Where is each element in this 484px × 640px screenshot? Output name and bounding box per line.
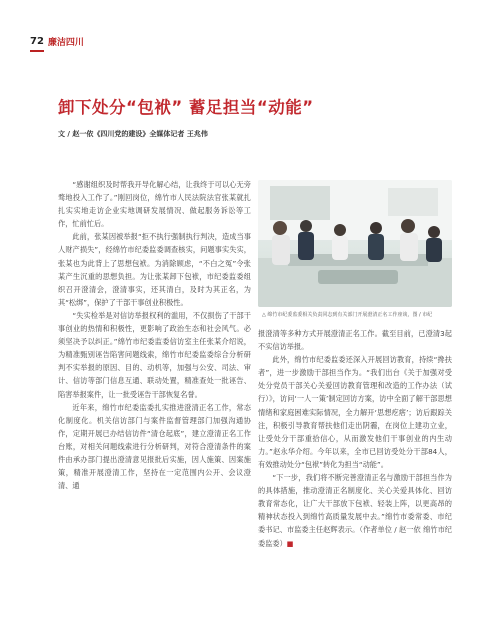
paragraph: 此前，张某因被举报“拒不执行强制执行判决，造成当事人财产损失”，经绵竹市纪委监委调查核实，问题事实失实，张某也为此背上了思想包袱。为消除顾虑，“不白之冤”令张某产生沉重的思想负担。为让张某卸下包袱，市纪委监委组织召开澄清会，澄清事实，还其清白，及时为其正名，为其“松绑”，保护了干部干事创业积极性。 xyxy=(58,232,251,307)
paragraph: “失实检举是对信访举报权利的滥用，不仅损伤了干部干事创业的热情和积极性，更影响了政治生态和社会风气。必须坚决予以纠正。”绵竹市纪委监委信访室主任张某介绍说，为精准甄别诬告陷害问题线索，绵竹市纪委监委综合分析研判不实举报的原因、目的、动机等，加强与公安、司法、审计、信访等部门信息互通、联动处置，精准查处一批诬告、陷害举报案件，让一批受诬告干部恢复名誉。 xyxy=(58,310,251,399)
end-mark: ■ xyxy=(286,538,294,548)
paragraph: 报澄清等多种方式开展澄清正名工作。截至目前，已澄清3起不实信访举报。 xyxy=(258,329,452,352)
left-column xyxy=(58,178,251,618)
header-accent-line xyxy=(30,50,44,52)
paragraph: “感谢组织及时帮我开导化解心结，让我终于可以心无旁骛地投入工作了。”刚回岗位，绵竹市人民法院法官张某就扎扎实实地走访企业实地调研发展情况、做起服务诉讼等工作，忙前忙后。 xyxy=(58,180,251,229)
section-name: 廉洁四川 xyxy=(47,38,84,48)
paragraph: 此外，绵竹市纪委监委还深入开展回访教育，持续“搀扶者”，进一步激励干部担当作为。“我们出台《关于加强对受处分党员干部关心关爱回访教育管理和改造的工作办法（试行）》，访问‘一人一策’制定回访方案，访中全面了解干部思想情绪和家庭困难实际情况，全力解开‘思想疙瘩’；访后跟踪关注，积极引导教育帮扶他们走出阴霾，在岗位上建功立业，让受处分干部重拾信心，从而激发他们干事创业的内生动力。”赵永华介绍。今年以来，全市已回访受处分干部84人，有效推动处分“包袱”转化为担当“动能”。 xyxy=(258,355,452,469)
paragraph xyxy=(258,471,452,550)
paragraph-text: “下一步，我们将不断完善澄清正名与激励干部担当作为的具体措施，推动澄清正名制度化、关心关爱具体化、回访教育常态化，让广大干部放下包袱、轻装上阵，以更高昂的精神状态投入到绵竹高质量发展中去。”绵竹市委常委、市纪委书记、市监委主任赵辉表示。（作者单位 / 赵一依 绵竹市纪委监委） xyxy=(258,473,452,548)
meeting-photo-illustration xyxy=(258,180,452,307)
page-header xyxy=(30,35,84,48)
right-column xyxy=(258,327,452,617)
page-number: 72 xyxy=(30,36,44,47)
meeting-photo xyxy=(258,180,452,307)
article-title: 卸下处分“包袱” 蓄足担当“动能” xyxy=(58,98,314,117)
photo-caption: △ 绵竹市纪委监委相关负责同志到有关部门开展澄清正名工作座谈，图 / 市纪 xyxy=(262,312,433,318)
article-byline: 文 / 赵一依《四川党的建设》全媒体记者 王兆伟 xyxy=(58,130,208,138)
paragraph: 近年来，绵竹市纪委监委扎实推进澄清正名工作，常态化制度化。机关信访部门与案件监督管理部门加强沟通协作，定期开展已办结信访件“清仓起底”，建立澄清正名工作台账，对相关问题线索进行分析研判，对符合澄清条件的案件由承办部门提出澄清意见报批后实施，因人施策、因案施策，精准开展澄清工作，坚持在一定范围内公开、会议澄清、通 xyxy=(58,402,251,491)
